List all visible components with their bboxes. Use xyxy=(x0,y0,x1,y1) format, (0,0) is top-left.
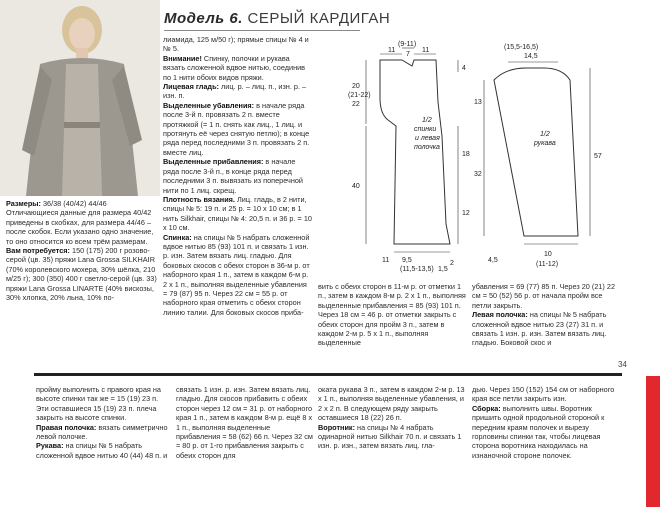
sleeve-dim-left-c: 4,5 xyxy=(488,257,498,264)
paragraph: пройму выполнить с правого края на высоте спинки так же = 15 (19) 23 п. Эти оставшиеся 15 (19) 23 п. плеча закрыть на высоте спинки. xyxy=(36,385,161,423)
title-rule xyxy=(164,30,360,31)
sleeve-dim-top-b: 14,5 xyxy=(524,53,538,60)
dim-left-c: 22 xyxy=(352,101,360,108)
dim-right-d: 2 xyxy=(450,260,454,267)
text-column-continuation xyxy=(318,282,466,348)
svg-text:и левая: и левая xyxy=(415,135,440,142)
svg-text:спинки: спинки xyxy=(414,126,437,133)
text-column-bottom-3 xyxy=(318,385,466,451)
paragraph: Вам потребуется: 150 (175) 200 г розово-серой (цв. 35) пряжи Lana Grossa SILKHAIR (70% королевского мохера, 30% шёлка, 210 м/25 г); 300 (350) 400 г светло-серой (цв. 33) пряжи Lana Grossa LINARTE (40% вискозы, 30% хлопка, 20% льна, 10% по- xyxy=(6,246,157,303)
paragraph: Сборка: выполнить швы. Воротник пришить одной продольной стороной к передним краям полочек и вырезу горловины спинки так, чтобы лицевая сторона воротника находилась на изнаночной стороне полочек. xyxy=(472,403,605,460)
diagram-sleeve xyxy=(494,68,578,236)
dim-right-c: 12 xyxy=(462,210,470,217)
dim-bottom-b: (11,5-13,5) xyxy=(400,266,434,273)
text-column-instructions xyxy=(163,35,313,317)
paragraph: Рукава: на спицы № 5 набрать сложенной вдвое нитью 40 (44) 48 п. и xyxy=(36,441,168,460)
paragraph: дью. Через 150 (152) 154 см от наборного края все петли закрыть изн. xyxy=(472,385,615,404)
paragraph: Правая полочка: вязать симметрично левой полочке. xyxy=(36,422,168,442)
paragraph: Выделенные прибавления: в начале ряда после 3-й п., в конце ряда перед последними 3 п. вывязать из поперечной нити по 1 лиц. скрещ. xyxy=(163,157,303,195)
text-column-bottom-1 xyxy=(36,385,171,460)
dim-left-a: 20 xyxy=(352,83,360,90)
text-column-bottom-2 xyxy=(176,385,313,460)
paragraph: Внимание! Спинку, полочки и рукава вязать сложенной вдвое нитью, соединив по 1 нити обоих видов пряжи. xyxy=(163,53,306,82)
svg-text:1/2: 1/2 xyxy=(540,131,550,138)
dim-right-b: 18 xyxy=(462,151,470,158)
page-title: Модель 6. СЕРЫЙ КАРДИГАН xyxy=(164,10,391,27)
dim-bottom-a: 9,5 xyxy=(402,257,412,264)
dim-top-a: 11 xyxy=(388,47,396,54)
dim-top-c: 7 xyxy=(406,51,410,58)
paragraph: убавления = 69 (77) 85 п. Через 20 (21) 22 см = 50 (52) 56 р. от начала пройм все петли закрыть. xyxy=(472,282,616,310)
sleeve-dim-bottom-b: (11-12) xyxy=(536,261,559,268)
dim-right-a: 4 xyxy=(462,65,466,72)
label-back-front xyxy=(414,117,440,151)
svg-text:полочка: полочка xyxy=(414,144,440,151)
dim-bottom-c: 11 xyxy=(382,257,390,264)
paragraph: Воротник: на спицы № 4 набрать одинарной нитью Silkhair 70 п. и связать 1 изн. р. изн., затем вязать лиц. гла- xyxy=(318,422,462,451)
paragraph: Лицевая гладь: лиц. р. – лиц. п., изн. р. – изн. п. xyxy=(163,82,307,101)
text-column-bottom-4 xyxy=(472,385,622,460)
dim-left-b: (21-22) xyxy=(348,92,371,99)
paragraph: Левая полочка: на спицы № 5 набрать сложенной вдвое нитью 23 (27) 31 п. и связать 1 изн. р. изн. Затем вязать лиц. гладью. Боковой скос и xyxy=(472,310,607,348)
text-column-left-front xyxy=(472,282,622,348)
sleeve-dim-bottom-a: 10 xyxy=(544,251,552,258)
paragraph: Плотность вязания. Лиц. гладь, в 2 нити, спицы № 5: 19 п. и 25 р. = 10 х 10 см; в 1 нить Silkhair, спицы № 4: 20,5 п. и 36 р. = 10 х 10 см. xyxy=(163,194,312,233)
dim-top-b: (9-11) xyxy=(398,41,417,48)
sleeve-dim-top-a: (15,5-16,5) xyxy=(504,44,539,51)
model-photo xyxy=(0,0,160,196)
schematic-diagrams xyxy=(318,40,628,280)
section-divider xyxy=(34,373,622,376)
svg-text:1/2: 1/2 xyxy=(422,117,432,124)
paragraph: оката рукава 3 п., затем в каждом 2-м р. 13 х 1 п., выполняя выделенные убавления, и 2 х 2 п. В следующем ряду закрыть оставшиеся 18 (22) 26 п. xyxy=(318,385,465,423)
paragraph: Размеры: 36/38 (40/42) 44/46 xyxy=(6,199,107,208)
diagram-back-front xyxy=(380,60,450,244)
label-sleeve xyxy=(533,131,556,147)
dim-top-d: 11 xyxy=(422,47,430,54)
dim-left-d: 40 xyxy=(352,183,360,190)
paragraph: Выделенные убавления: в начале ряда после 3-й п. провязать 2 п. вместе протяжкой (= 1 п. снять как лиц., 1 лиц. и протянуть её через снятую петлю); в конце ряда перед последними 3 п. провязать 2 п. вместе лиц. xyxy=(163,100,310,157)
red-edge-bar xyxy=(646,376,660,507)
svg-text:рукава: рукава xyxy=(534,140,556,147)
sleeve-dim-right-a: 57 xyxy=(594,153,602,160)
paragraph: Спинка: на спицы № 5 набрать сложенной вдвое нитью 85 (93) 101 п. и связать 1 изн. р. изн. Затем вязать лиц. гладью. Для боковых скосов с обеих сторон в 36-м р. от наборного края 1 п., затем в каждом 6-м р. 2 х 1 п., выполняя выделенные убавления = 79 (87) 95 п. Через 22 см = 55 р. от наборного края отметить с обеих сторон линию талии. Для боковых скосов приба- xyxy=(163,232,310,317)
dim-bottom-d: 1,5 xyxy=(438,266,448,273)
text-column-sizes xyxy=(6,199,159,302)
paragraph: связать 1 изн. р. изн. Затем вязать лиц. гладью. Для скосов прибавить с обеих сторон через 12 см = 31 р. от наборного края 1 п., затем в каждом 8-м р. ещё 8 х 1 п., выполняя выделенные прибавления = 58 (62) 66 п. Через 32 см = 80 р. от 1-го прибавления закрыть с обеих сторон для xyxy=(176,385,313,460)
sleeve-dim-left-b: 32 xyxy=(474,171,482,178)
page-number: 34 xyxy=(618,360,627,369)
paragraph: Отличающиеся данные для размера 40/42 приведены в скобках, для размера 44/46 – после скобок. Если указано одно значение, то оно относится ко всем трём размерам. xyxy=(6,208,154,246)
sleeve-dim-left-a: 13 xyxy=(474,99,482,106)
paragraph: лиамида, 125 м/50 г); прямые спицы № 4 и № 5. xyxy=(163,35,309,54)
paragraph: вить с обеих сторон в 11-м р. от отметки 1 п., затем в каждом 8-м р. 2 х 1 п., выполняя выделенные прибавления = 85 (93) 101 п. Через 18 см = 46 р. от отметки закрыть с обеих сторон для пройм 3 п., затем в каждом 2-м р. 5 х 1 п., выполняя выделенные xyxy=(318,282,466,348)
